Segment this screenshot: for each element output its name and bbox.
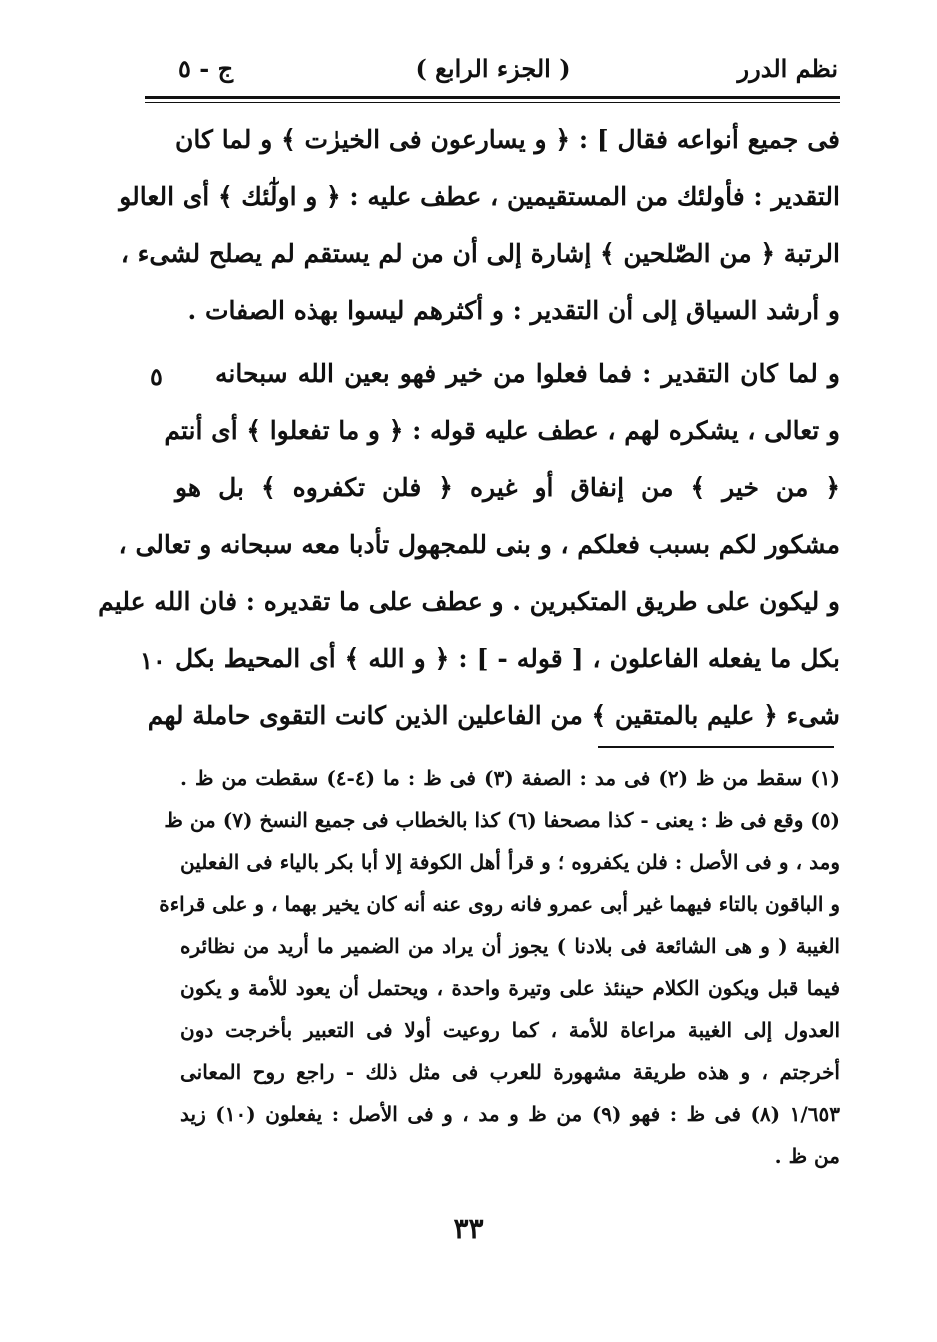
running-header <box>148 50 838 92</box>
footnote-separator <box>598 746 834 748</box>
footnote-line: (١) سقط من ظ (٢) فى مد : الصفة (٣) فى ظ : ما (٤-٤) سقطت من ظ . <box>180 766 841 790</box>
text-line: ﴿ من خير ﴾ من إنفاق أو غيره ﴿ فلن تكفروه ﴾ بل هو <box>175 473 840 502</box>
text-line: بكل ما يفعله الفاعلون ، [ قوله - ] : ﴿ و الله ﴾ أى المحيط بكل <box>175 644 840 673</box>
margin-line-number: ٥ <box>150 362 163 391</box>
footnote-line: من ظ . <box>774 1144 840 1168</box>
footnote-line: (٥) وقع فى ظ : يعنى - كذا مصحفا (٦) كذا بالخطاب فى جميع النسخ (٧) من ظ <box>164 808 840 832</box>
footnote-line: و الباقون بالتاء فيهما غير أبى عمرو فانه روى عنه أنه كان يخير بهما ، و على قراءة <box>159 892 840 916</box>
text-line: فى جميع أنواعه فقال ] : ﴿ و يسارعون فى الخيرٰت ﴾ و لما كان <box>175 125 840 154</box>
footnote-line: ومد ، و فى الأصل : فلن يكفروه ؛ و قرأ أهل الكوفة إلا أبا بكر بالياء فى الفعلين <box>180 850 840 874</box>
part-label: ( الجزء الرابع ) <box>415 54 571 83</box>
footnote-line: الغيبة ( و هى الشائعة فى بلادنا ) يجوز أن يراد من الضمير ما أريد من نظائره <box>180 934 840 958</box>
text-line: التقدير : فأولئك من المستقيمين ، عطف عليه : ﴿ و اولٰٓئك ﴾ أى العالو <box>119 182 840 211</box>
footnote-line: العدول إلى الغيبة مراعاة للأمة ، كما روعيت أولا فى التعبير بأخرجت دون <box>180 1018 840 1042</box>
text-line: و تعالى ، يشكره لهم ، عطف عليه قوله : ﴿ و ما تفعلوا ﴾ أى أنتم <box>164 416 840 445</box>
header-rule-thick <box>145 96 840 99</box>
page-number: ٣٣ <box>453 1212 484 1245</box>
footnote-line: أخرجتم ، و هذه طريقة مشهورة للعرب فى مثل ذلك - راجع روح المعانى <box>180 1060 840 1084</box>
text-line: و لما كان التقدير : فما فعلوا من خير فهو بعين الله سبحانه <box>215 359 840 388</box>
text-line: مشكور لكم بسبب فعلكم ، و بنى للمجهول تأدبا معه سبحانه و تعالى ، <box>118 530 840 559</box>
header-rule-thin <box>145 102 840 103</box>
margin-line-number: ١٠ <box>140 646 166 675</box>
book-title: نظم الدرر <box>737 54 838 83</box>
footnote-line: ١/٦٥٣ (٨) فى ظ : فهو (٩) من ظ و مد ، و فى الأصل : يفعلون (١٠) زيد <box>180 1102 840 1126</box>
text-line: و ليكون على طريق المتكبرين . و عطف على ما تقديره : فان الله عليم <box>98 587 840 616</box>
volume-label: ج - ٥ <box>178 54 234 83</box>
text-line: الرتبة ﴿ من الصّٰلحين ﴾ إشارة إلى أن من لم يستقم لم يصلح لشىء ، <box>120 239 840 268</box>
footnote-line: فيما قبل ويكون الكلام حينئذ على وتيرة واحدة ، ويحتمل أن يعود للأمة و يكون <box>180 976 840 1000</box>
text-line: شىء ﴿ عليم بالمتقين ﴾ من الفاعلين الذين كانت التقوى حاملة لهم <box>147 701 840 730</box>
text-line: و أرشد السياق إلى أن التقدير : و أكثرهم ليسوا بهذه الصفات . <box>187 296 840 325</box>
